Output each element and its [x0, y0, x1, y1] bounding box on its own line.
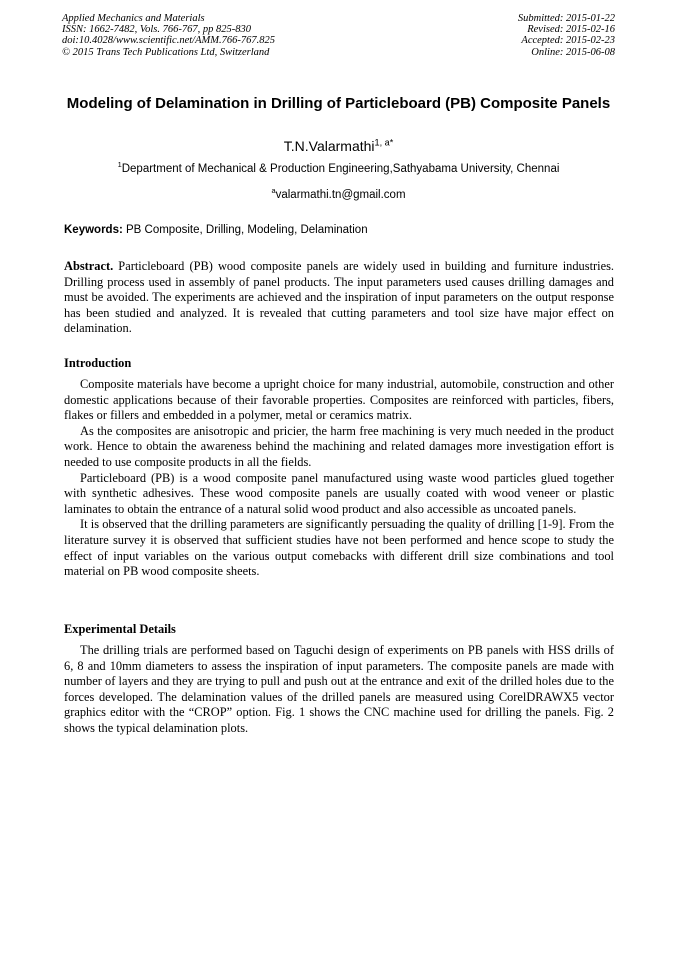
journal-doi: doi:10.4028/www.scientific.net/AMM.766-767.825 — [62, 35, 275, 47]
author-line — [62, 137, 615, 155]
keywords-label: Keywords: — [64, 224, 123, 236]
keywords-text: PB Composite, Drilling, Modeling, Delamination — [122, 224, 368, 236]
introduction-section — [64, 377, 614, 580]
submission-dates — [518, 13, 615, 58]
abstract-label: Abstract. — [64, 259, 114, 273]
abstract-section — [64, 259, 614, 337]
date-revised: Revised: 2015-02-16 — [527, 24, 615, 36]
intro-paragraph-2: As the composites are anisotropic and pricier, the harm free machining is very much needed in the product work. Hence to obtain the awareness behind the machining and related damages more investigation effort is needed to use composite products in all the fields. — [64, 423, 614, 469]
abstract-paragraph — [64, 259, 614, 337]
intro-paragraph-4: It is observed that the drilling parameters are significantly persuading the quality of drilling [1-9]. From the literature survey it is observed that sufficient studies have not been performed and hence scope to study the effect of input variables on the various output comebacks with different drill size combinations and tool material on PB wood composite sheets. — [64, 517, 614, 579]
email-address: valarmathi.tn@gmail.com — [275, 189, 406, 201]
author-name: T.N.Valarmathi — [283, 138, 375, 154]
experimental-paragraph-1: The drilling trials are performed based on Taguchi design of experiments on PB panels with HSS drills of 6, 8 and 10mm diameters to assess the inspiration of input parameters. The composite panels are made with number of layers and they are trying to pull and push out at the entrance and exit of the drilled holes due to the forces developed. The delamination values of the drilled panels are measured using CorelDRAWX5 vector graphics editor with the “CROP” option. Fig. 1 shows the CNC machine used for drilling the panels. Fig. 2 shows the typical delamination plots. — [64, 643, 614, 735]
date-accepted: Accepted: 2015-02-23 — [521, 35, 615, 47]
author-superscript: 1, a* — [374, 137, 394, 148]
email-line — [62, 188, 615, 203]
intro-paragraph-1: Composite materials have become a upright choice for many industrial, automobile, construction and other domestic applications because of their favorable properties. Composites are reinforced with particles, fibers, flakes or fillers and embedded in a polymer, metal or ceramics matrix. — [64, 377, 614, 423]
journal-copyright: © 2015 Trans Tech Publications Ltd, Switzerland — [62, 46, 270, 58]
paper-title: Modeling of Delamination in Drilling of Particleboard (PB) Composite Panels — [66, 95, 611, 112]
journal-issn: ISSN: 1662-7482, Vols. 766-767, pp 825-830 — [62, 24, 251, 36]
affiliation-line — [62, 162, 615, 177]
email-superscript: a — [271, 186, 276, 196]
date-submitted: Submitted: 2015-01-22 — [517, 13, 615, 24]
introduction-heading: Introduction — [64, 356, 132, 370]
journal-name: Applied Mechanics and Materials — [62, 13, 205, 24]
journal-info — [62, 13, 275, 58]
experimental-section — [64, 643, 614, 737]
experimental-heading: Experimental Details — [64, 622, 176, 636]
abstract-text: Particleboard (PB) wood composite panels are widely used in building and furniture industries. Drilling process used in assembly of panel products. The input parameters used causes drilling damages and must be avoided. The experiments are achieved and the inspiration of input parameters on the output response has been studied and analyzed. It is revealed that cutting parameters and tool size have major effect on delamination. — [64, 259, 614, 336]
affiliation-superscript: 1 — [117, 160, 122, 170]
affiliation-text: Department of Mechanical & Production Engineering,Sathyabama University, Chennai — [121, 163, 560, 175]
keywords-line — [64, 223, 368, 238]
intro-paragraph-3: Particleboard (PB) is a wood composite panel manufactured using waste wood particles glued together with synthetic adhesives. These wood composite panels are usually coated with wood veneer or plastic laminates to obtain the entrance of a natural solid wood product and also accessible as uncoated panels. — [64, 470, 614, 516]
date-online: Online: 2015-06-08 — [531, 46, 615, 58]
